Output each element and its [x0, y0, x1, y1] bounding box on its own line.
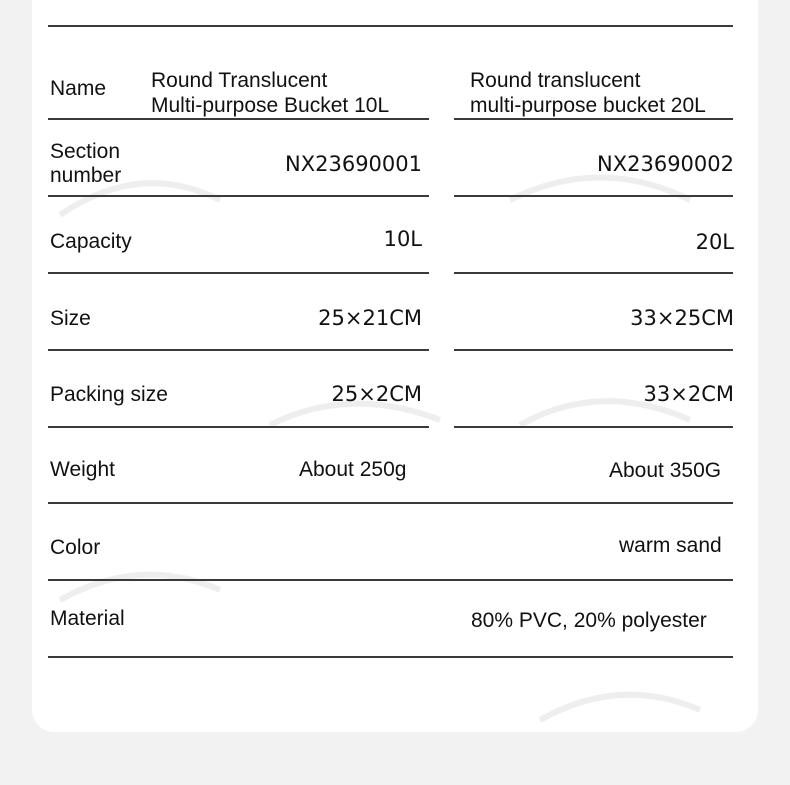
name-col1-line1: Round Translucent: [151, 69, 328, 92]
capacity-label: Capacity: [50, 230, 132, 253]
rule-size-col1: [48, 349, 429, 351]
material-value: 80% PVC, 20% polyester: [471, 609, 707, 632]
top-rule: [48, 25, 733, 27]
rule-size-col2: [454, 349, 733, 351]
rule-section-col2: [454, 195, 733, 197]
section-col1: NX23690001: [285, 152, 422, 176]
name-col2-line2: multi-purpose bucket 20L: [470, 94, 706, 117]
size-label: Size: [50, 307, 91, 330]
rule-weight: [48, 502, 733, 504]
rule-material: [48, 656, 733, 658]
name-col2-line1: Round translucent: [470, 69, 641, 92]
rule-packing-col1: [48, 426, 429, 428]
size-col2: 33×25CM: [630, 306, 734, 330]
rule-name-col2: [454, 118, 733, 120]
name-col1-line2: Multi-purpose Bucket 10L: [151, 94, 390, 117]
packing-label: Packing size: [50, 383, 168, 406]
capacity-col2: 20L: [695, 230, 734, 254]
rule-name-col1: [48, 118, 429, 120]
section-col2: NX23690002: [597, 152, 734, 176]
packing-col2: 33×2CM: [643, 382, 734, 406]
packing-col1: 25×2CM: [331, 382, 422, 406]
color-label: Color: [50, 536, 101, 559]
color-value: warm sand: [619, 534, 722, 557]
capacity-col1: 10L: [383, 227, 422, 251]
section-label-line1: Section: [50, 140, 121, 163]
weight-label: Weight: [50, 458, 115, 481]
rule-capacity-col1: [48, 272, 429, 274]
weight-col1: About 250g: [299, 458, 407, 481]
rule-color: [48, 579, 733, 581]
material-label: Material: [50, 607, 125, 630]
weight-col2: About 350G: [609, 459, 722, 482]
rule-packing-col2: [454, 426, 733, 428]
name-label: Name: [50, 77, 107, 100]
rule-capacity-col2: [454, 272, 733, 274]
size-col1: 25×21CM: [318, 306, 422, 330]
section-label-line2: number: [50, 164, 122, 187]
rule-section-col1: [48, 195, 429, 197]
